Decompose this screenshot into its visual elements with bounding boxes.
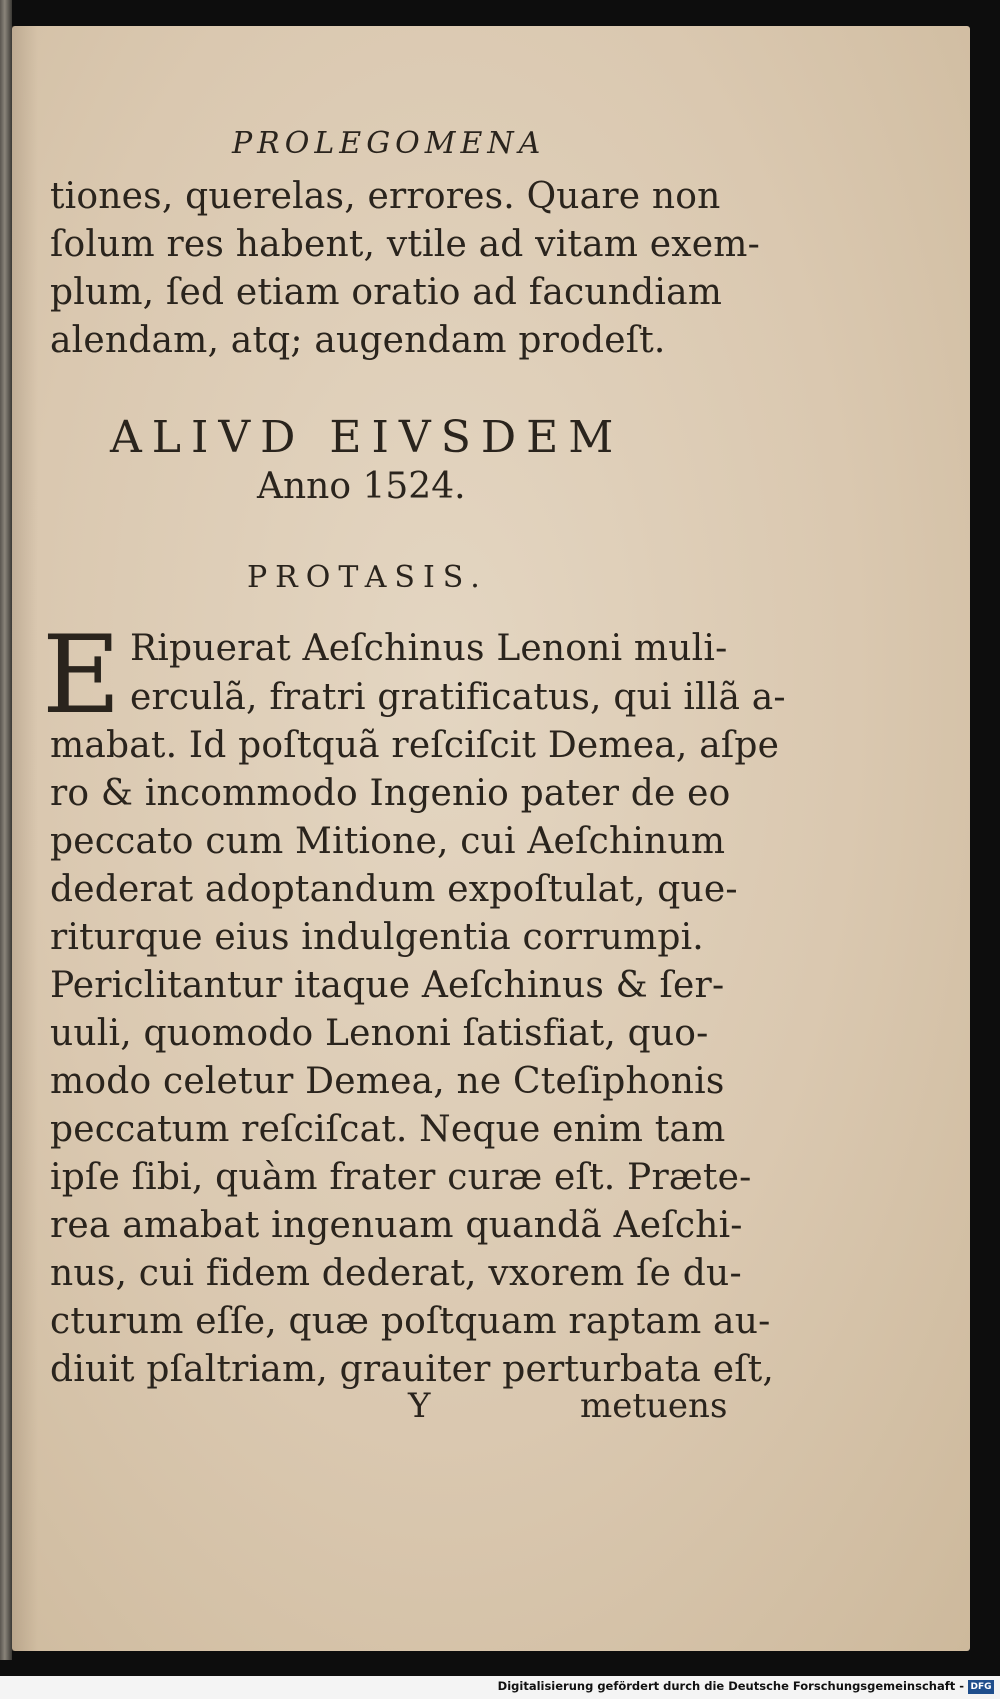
body-line: cturum eſſe, quæ poſtquam raptam au- <box>50 1301 771 1342</box>
body-line: peccato cum Mitione, cui Aeſchinum <box>50 821 726 862</box>
page-edge-stack <box>0 0 12 1660</box>
heading-title: ALIVD EIVSDEM <box>110 412 624 463</box>
body-line: rea amabat ingenuam quandã Aeſchi- <box>50 1205 743 1246</box>
body-line: Periclitantur itaque Aeſchinus & ſer- <box>50 965 725 1006</box>
body-line: dederat adoptandum expoſtulat, que- <box>50 869 738 910</box>
funding-credit: Digitalisierung gefördert durch die Deutsche Forschungsgemeinschaft - <box>497 1679 964 1693</box>
body-line: riturque eius indulgentia corrumpi. <box>50 917 704 958</box>
section-heading: PROTASIS. <box>247 560 488 595</box>
drop-cap: E <box>42 613 121 738</box>
body-line: diuit pſaltriam, grauiter perturbata eſt, <box>50 1349 775 1390</box>
heading-year: Anno 1524. <box>257 466 466 507</box>
body-line: Ripuerat Aeſchinus Lenoni muli- <box>130 628 728 669</box>
intro-line: ſolum res habent, vtile ad vitam exem- <box>50 224 760 265</box>
body-line: modo celetur Demea, ne Cteſiphonis <box>50 1061 725 1102</box>
body-line: nus, cui fidem dederat, vxorem ſe du- <box>50 1253 742 1294</box>
intro-line: alendam, atq; augendam prodeſt. <box>50 320 666 361</box>
dfg-logo: DFG <box>968 1680 994 1694</box>
signature-mark: Y <box>408 1386 431 1426</box>
intro-line: tiones, querelas, errores. Quare non <box>50 176 721 217</box>
body-line: ipſe ſibi, quàm frater curæ eſt. Præte- <box>50 1157 752 1198</box>
body-line: uuli, quomodo Lenoni ſatisfiat, quo- <box>50 1013 709 1054</box>
digitization-footer <box>0 1676 1000 1699</box>
intro-line: plum, ſed etiam oratio ad facundiam <box>50 272 723 313</box>
body-line: erculã, fratri gratificatus, qui illã a- <box>130 677 786 718</box>
running-head: PROLEGOMENA <box>232 126 546 161</box>
body-line: peccatum reſciſcat. Neque enim tam <box>50 1109 726 1150</box>
body-line: mabat. Id poſtquã reſciſcit Demea, aſpe <box>50 725 780 766</box>
catchword: metuens <box>580 1386 728 1426</box>
body-line: ro & incommodo Ingenio pater de eo <box>50 773 731 814</box>
book-page <box>12 26 970 1651</box>
